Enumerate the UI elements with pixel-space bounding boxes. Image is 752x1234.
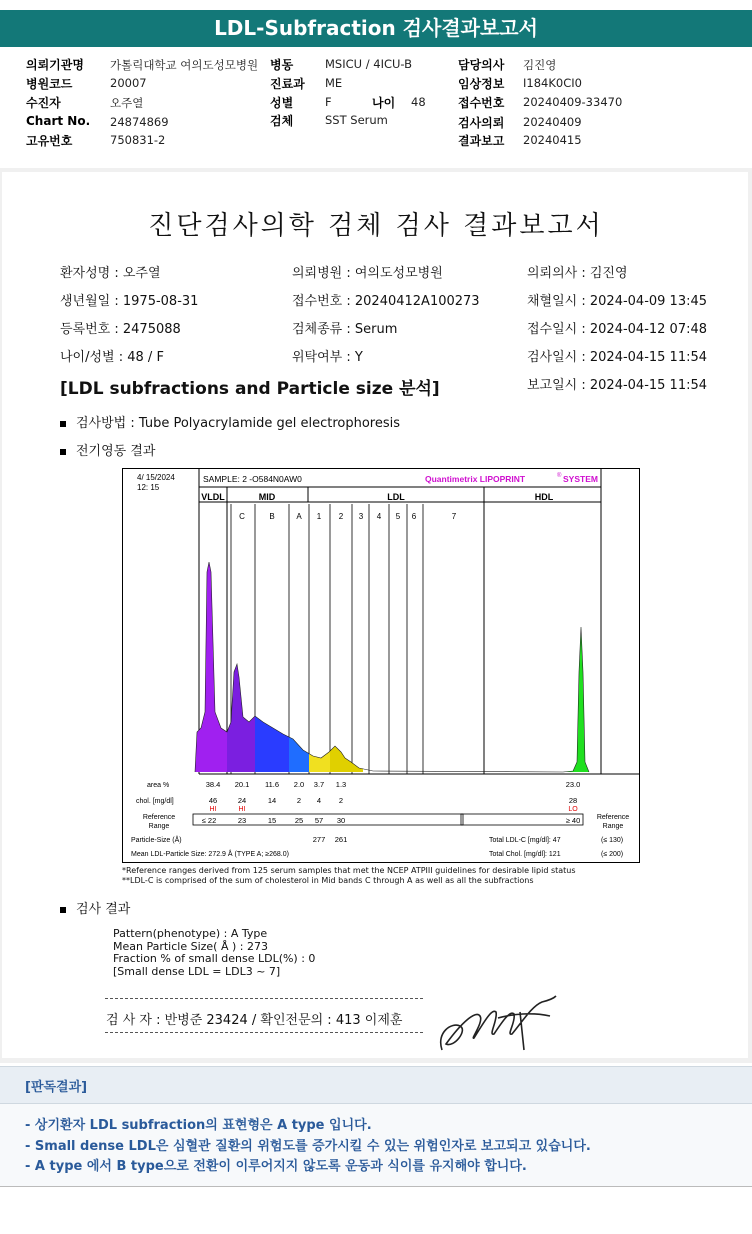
header-value: 가톨릭대학교 여의도성모병원 bbox=[110, 58, 259, 72]
info-field: 접수일시 : 2024-04-12 07:48 bbox=[527, 322, 708, 337]
signature-divider bbox=[105, 998, 423, 999]
info-field: 생년월일 : 1975-08-31 bbox=[60, 294, 199, 309]
header-value: 20240415 bbox=[523, 133, 582, 147]
header-label: 접수번호 bbox=[458, 96, 505, 110]
header-value: MSICU / 4ICU-B bbox=[325, 57, 413, 71]
footnote: **LDL-C is comprised of the sum of cholesterol in Mid bands C through A as well as all the subfractions bbox=[122, 876, 534, 885]
method-text: 검사방법 : Tube Polyacrylamide gel electrophoresis bbox=[76, 416, 401, 431]
chart-group-label: VLDL bbox=[201, 492, 225, 502]
ref-row-label: Range bbox=[148, 823, 170, 830]
interpretation-body bbox=[0, 1104, 752, 1187]
signature-image bbox=[432, 992, 562, 1056]
ref-value: 15 bbox=[267, 816, 277, 825]
header-label: 검사의뢰 bbox=[458, 116, 505, 130]
chart-band-label: 2 bbox=[338, 512, 344, 521]
age-label: 나이 bbox=[372, 96, 396, 110]
total-ldl-ref: (≤ 130) bbox=[601, 837, 624, 844]
total-chol: Total Chol. [mg/dl]: 121 bbox=[489, 851, 561, 858]
interpretation-line: - 상기환자 LDL subfraction의 표현형은 A type 입니다. bbox=[25, 1118, 372, 1133]
interpretation-header bbox=[0, 1066, 752, 1104]
result-line: [Small dense LDL = LDL3 ~ 7] bbox=[113, 964, 281, 978]
electro-title: 전기영동 결과 bbox=[76, 444, 156, 459]
chol-value: 2 bbox=[296, 796, 302, 805]
info-field: 환자성명 : 오주열 bbox=[60, 266, 161, 281]
header-label: 임상정보 bbox=[458, 77, 505, 91]
signature-line: 검 사 자 : 반병준 23424 / 확인전문의 : 413 이제훈 bbox=[106, 1013, 403, 1028]
chart-band-label: 7 bbox=[451, 512, 457, 521]
bullet-icon bbox=[60, 421, 66, 427]
chart-band-label: B bbox=[269, 512, 275, 521]
ref-value: 57 bbox=[314, 816, 324, 825]
bullet-icon bbox=[60, 449, 66, 455]
header-value: F bbox=[325, 95, 332, 109]
chart-group-label: MID bbox=[258, 492, 276, 502]
chart-band-label: 6 bbox=[411, 512, 417, 521]
ref-value: ≥ 40 bbox=[565, 816, 581, 825]
section-title: [LDL subfractions and Particle size 분석] bbox=[60, 379, 440, 399]
header-label: 수진자 bbox=[26, 96, 61, 110]
chol-flag: LO bbox=[568, 806, 578, 813]
result-title: 검사 결과 bbox=[76, 902, 131, 917]
header-label: 병동 bbox=[270, 58, 294, 72]
header-value: 24874869 bbox=[110, 115, 169, 129]
header-label: Chart No. bbox=[26, 114, 91, 128]
header-label: 담당의사 bbox=[458, 58, 505, 72]
area-value: 1.3 bbox=[335, 780, 347, 789]
header-label: 고유번호 bbox=[26, 134, 73, 148]
chol-row-label: chol. [mg/dl] bbox=[136, 798, 174, 805]
chart-brand: Quantimetrix LIPOPRINT bbox=[425, 474, 526, 484]
chart-group-label: LDL bbox=[387, 492, 405, 502]
area-row-label: area % bbox=[147, 782, 170, 789]
area-value: 3.7 bbox=[313, 780, 325, 789]
info-field: 나이/성별 : 48 / F bbox=[60, 350, 164, 365]
particle-size-value: 261 bbox=[334, 835, 348, 844]
interpretation-line: - A type 에서 B type으로 전환이 이루어지지 않도록 운동과 식이를 유지해야 합니다. bbox=[25, 1159, 527, 1174]
chart-band-label: A bbox=[296, 512, 302, 521]
method-line bbox=[60, 412, 400, 431]
info-field: 접수번호 : 20240412A100273 bbox=[292, 294, 480, 309]
ref-value: 30 bbox=[336, 816, 346, 825]
chol-value: 28 bbox=[568, 796, 578, 805]
header-value: 20240409 bbox=[523, 115, 582, 129]
chart-band-label: 3 bbox=[358, 512, 364, 521]
chart-peak-hdl bbox=[563, 627, 593, 772]
area-value: 38.4 bbox=[205, 780, 221, 789]
electrophoresis-heading bbox=[60, 440, 155, 459]
info-field: 등록번호 : 2475088 bbox=[60, 322, 181, 337]
header-value: 오주열 bbox=[110, 96, 144, 110]
interpretation-title: [판독결과] bbox=[25, 1080, 88, 1095]
area-value: 11.6 bbox=[264, 780, 280, 789]
info-field: 의뢰병원 : 여의도성모병원 bbox=[292, 266, 443, 281]
chol-flag: HI bbox=[209, 806, 217, 813]
header-label: 진료과 bbox=[270, 77, 305, 91]
report-title: LDL-Subfraction 검사결과보고서 bbox=[0, 10, 752, 47]
chart-date: 4/ 15/2024 bbox=[137, 473, 175, 482]
info-field: 위탁여부 : Y bbox=[292, 350, 363, 365]
header-label: 병원코드 bbox=[26, 77, 73, 91]
lipoprint-chart bbox=[122, 468, 640, 863]
footnote: *Reference ranges derived from 125 serum samples that met the NCEP ATPIII guidelines for desirable lipid status bbox=[122, 866, 576, 875]
chol-value: 14 bbox=[267, 796, 277, 805]
info-field: 보고일시 : 2024-04-15 11:54 bbox=[527, 378, 708, 393]
header-value: 김진영 bbox=[523, 58, 557, 72]
chart-band-label: 4 bbox=[376, 512, 382, 521]
chart-registered-mark: ® bbox=[557, 473, 562, 479]
mean-ldl-size: Mean LDL-Particle Size: 272.9 Å (TYPE A; ≥268.0) bbox=[131, 851, 289, 858]
ref-value: 25 bbox=[294, 816, 304, 825]
age-value: 48 bbox=[411, 95, 426, 109]
header-value: ME bbox=[325, 76, 343, 90]
chart-peak-a bbox=[289, 737, 309, 772]
ref-right-label: Reference bbox=[596, 814, 630, 821]
chart-peak-ldl1 bbox=[309, 751, 330, 772]
header-label: 검체 bbox=[270, 114, 294, 128]
chol-value: 4 bbox=[316, 796, 322, 805]
ref-box bbox=[193, 814, 463, 825]
chart-sample: SAMPLE: 2 -O584N0AW0 bbox=[203, 474, 302, 484]
chart-brand-suffix: SYSTEM bbox=[563, 474, 598, 484]
header-value: SST Serum bbox=[325, 113, 388, 127]
header-label: 의뢰기관명 bbox=[26, 58, 84, 72]
signature-divider bbox=[105, 1032, 423, 1033]
header-label: 성별 bbox=[270, 96, 294, 110]
chart-peak-vldl bbox=[195, 562, 227, 772]
info-field: 채혈일시 : 2024-04-09 13:45 bbox=[527, 294, 708, 309]
header-value: 20240409-33470 bbox=[523, 95, 623, 109]
particle-size-value: 277 bbox=[312, 835, 326, 844]
ref-row-label: Reference bbox=[142, 814, 176, 821]
info-field: 검체종류 : Serum bbox=[292, 322, 398, 337]
header-value: I184K0CI0 bbox=[523, 76, 582, 90]
bullet-icon bbox=[60, 907, 66, 913]
interpretation-line: - Small dense LDL은 심혈관 질환의 위험도를 증가시킬 수 있는 위험인자로 보고되고 있습니다. bbox=[25, 1139, 591, 1154]
chol-flag: HI bbox=[238, 806, 246, 813]
chart-band-label: C bbox=[239, 512, 245, 521]
particle-size-label: Particle-Size (Å) bbox=[131, 837, 182, 844]
chart-svg bbox=[123, 469, 639, 862]
info-field: 검사일시 : 2024-04-15 11:54 bbox=[527, 350, 708, 365]
chart-band-label: 1 bbox=[316, 512, 322, 521]
ref-right-label: Range bbox=[602, 823, 624, 830]
chol-value: 24 bbox=[237, 796, 247, 805]
chart-band-label: 5 bbox=[395, 512, 401, 521]
order-header bbox=[0, 50, 752, 165]
result-line: Pattern(phenotype) : A Type bbox=[113, 927, 268, 940]
area-value: 20.1 bbox=[234, 780, 250, 789]
total-chol-ref: (≤ 200) bbox=[601, 851, 624, 858]
result-block bbox=[113, 928, 315, 978]
chol-value: 46 bbox=[208, 796, 218, 805]
header-label: 결과보고 bbox=[458, 134, 505, 148]
info-field: 의뢰의사 : 김진영 bbox=[527, 266, 628, 281]
area-value: 23.0 bbox=[565, 780, 581, 789]
chart-group-label: HDL bbox=[534, 492, 554, 502]
result-line: Fraction % of small dense LDL(%) : 0 bbox=[113, 952, 316, 965]
chart-peak-b bbox=[255, 716, 289, 772]
result-heading bbox=[60, 898, 130, 917]
header-value: 20007 bbox=[110, 76, 147, 90]
document-title: 진단검사의학 검체 검사 결과보고서 bbox=[148, 211, 604, 241]
result-line: Mean Particle Size( Å ) : 273 bbox=[113, 939, 268, 953]
area-value: 2.0 bbox=[293, 780, 305, 789]
chart-time: 12: 15 bbox=[137, 483, 160, 492]
chol-value: 2 bbox=[338, 796, 344, 805]
header-value: 750831-2 bbox=[110, 133, 166, 147]
ref-value: 23 bbox=[237, 816, 247, 825]
ref-value: ≤ 22 bbox=[201, 816, 217, 825]
ref-box bbox=[461, 814, 583, 825]
total-ldl: Total LDL-C [mg/dl]: 47 bbox=[489, 837, 561, 844]
